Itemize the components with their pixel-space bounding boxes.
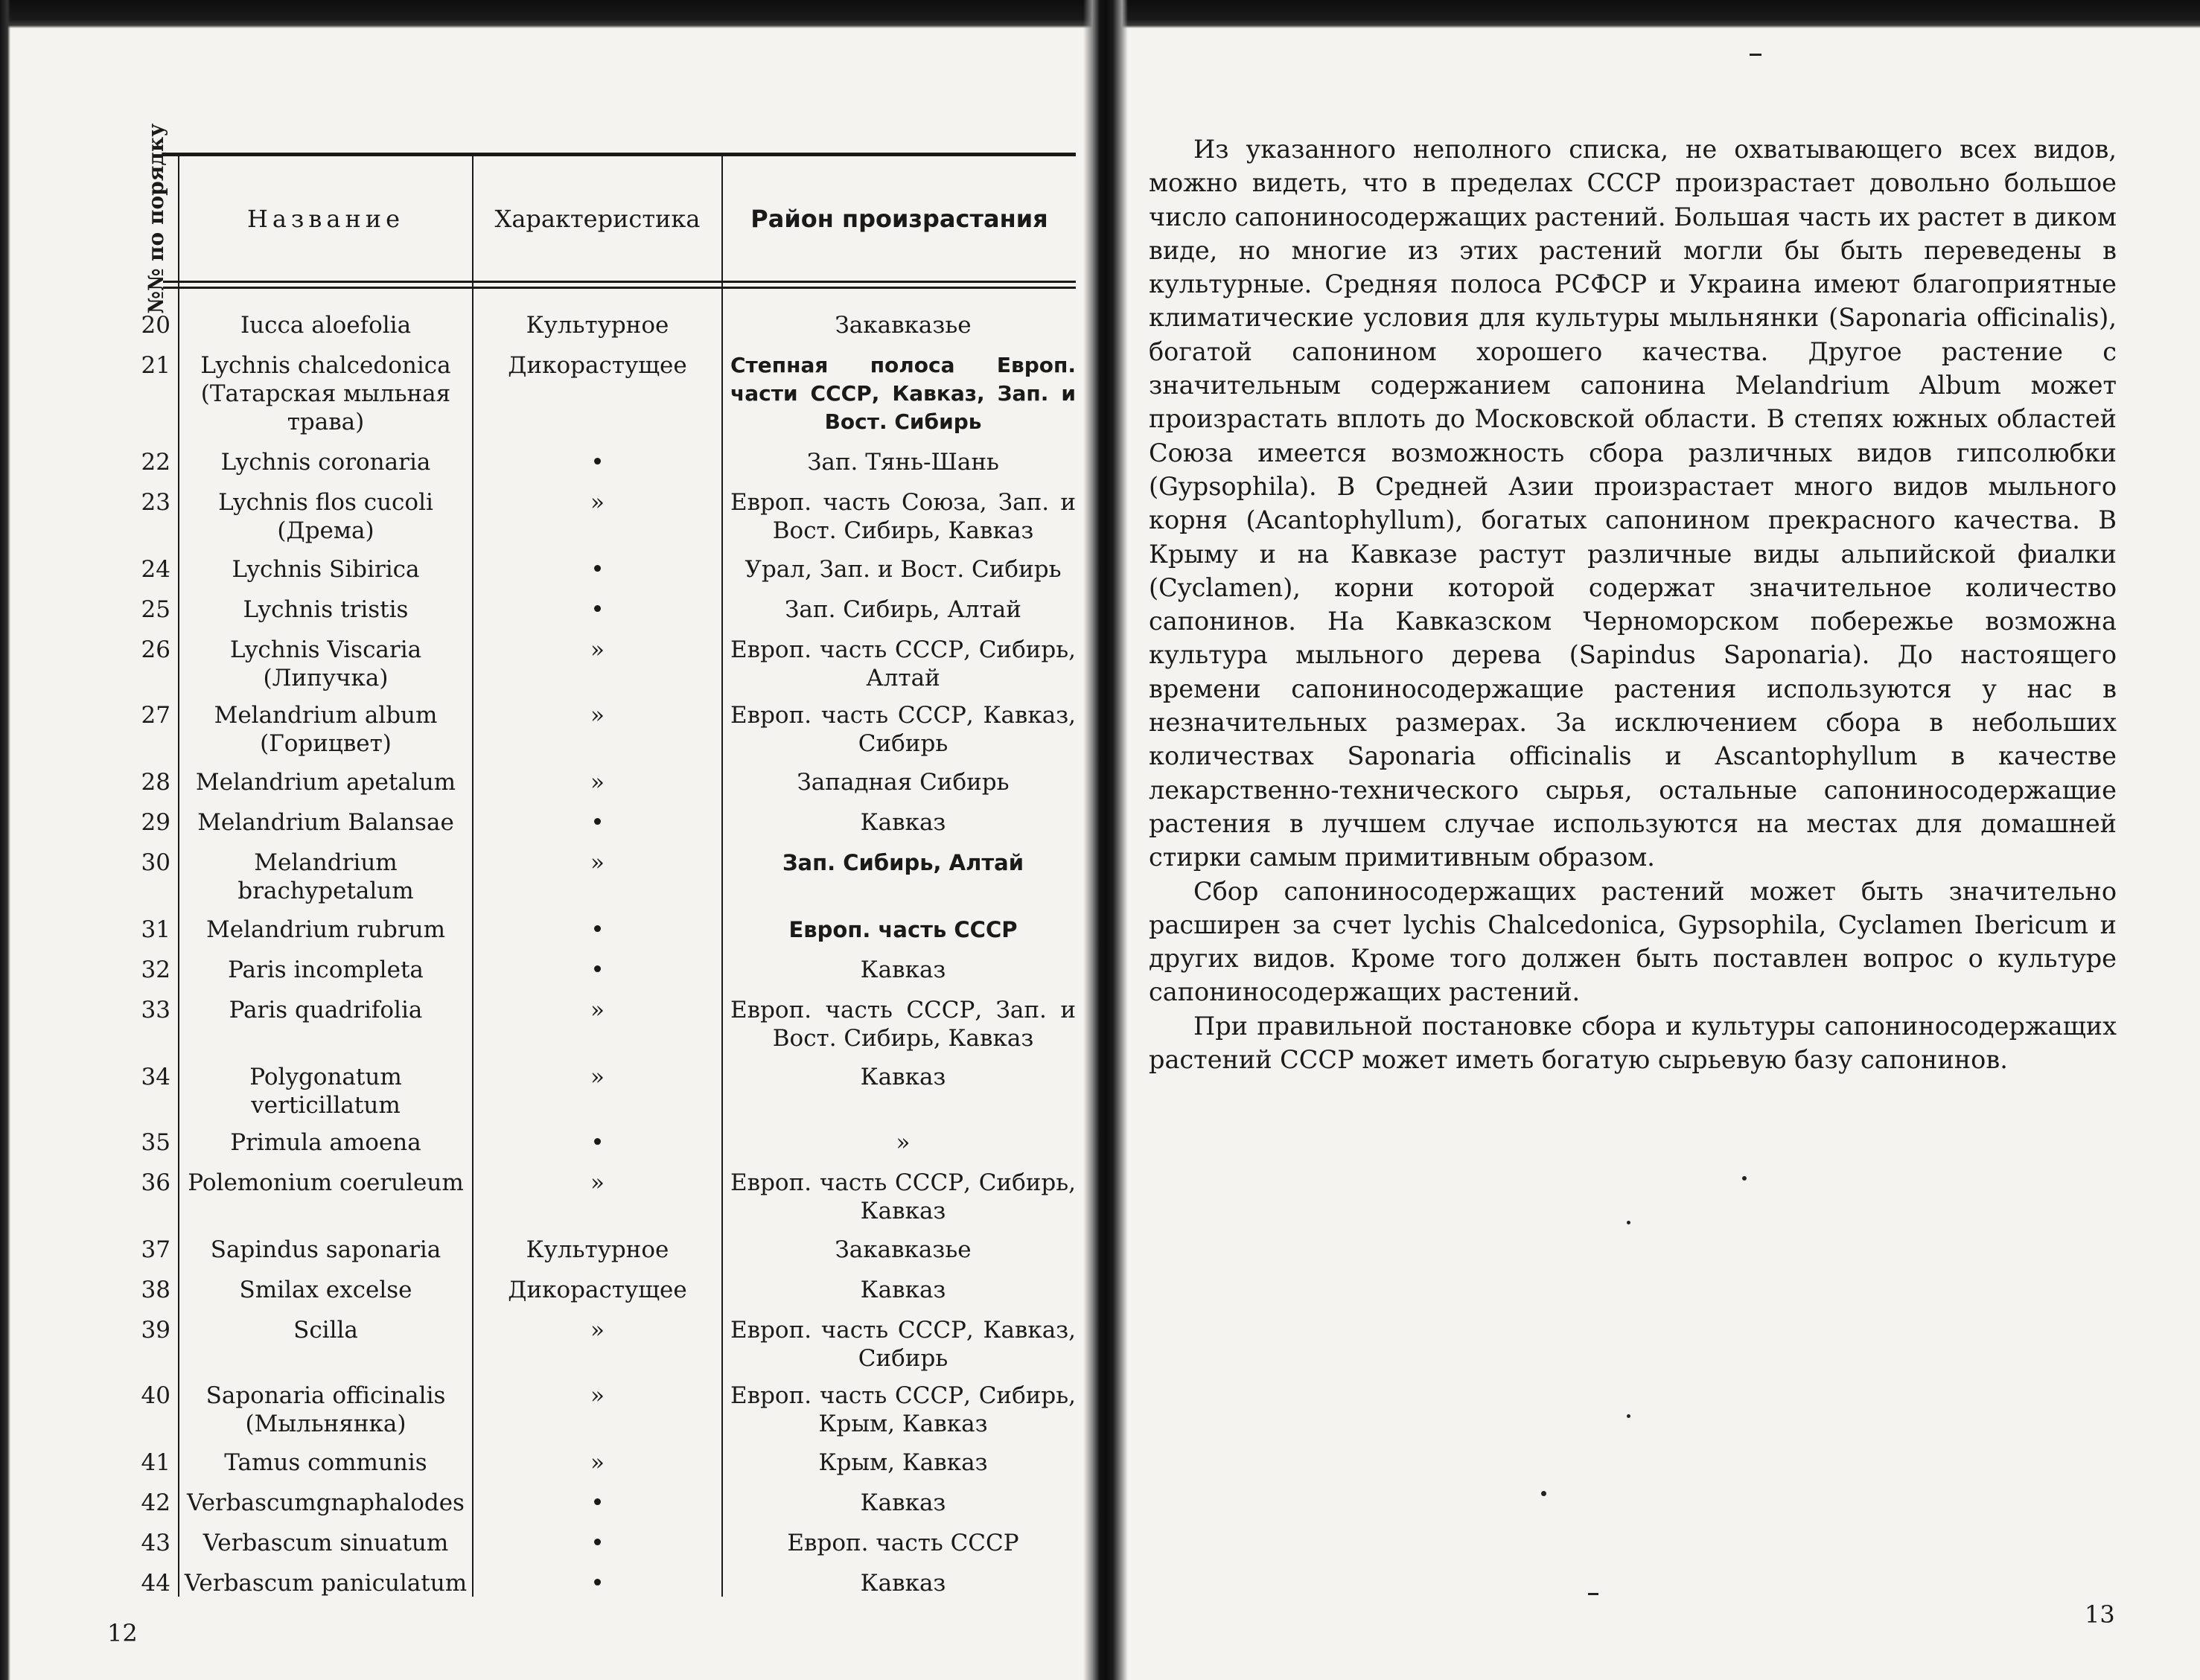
left-page — [10, 0, 1083, 1680]
scan-speck — [1541, 1491, 1546, 1496]
paragraph: При правильной постановке сбора и культуры сапониносодержащих растений СССР может иметь богатую сырьевую базу сапонинов. — [1149, 1011, 2117, 1075]
scan-speck — [1750, 54, 1761, 56]
page-number-left: 12 — [107, 1619, 138, 1647]
scan-speck — [1627, 1221, 1630, 1224]
scan-left-edge — [0, 0, 10, 1680]
plants-table: №№ по порядку Название Характеристика Район произрастания 20 Iucca aloefolia Культурное Закавказье 21 Lychnis chalcedonica (Татарская мыльная трава) Дикорастущее Степная полоса Европ. части СССР, Кавказ, Зап. и Вост. Сибирь 22 Lychnis coronaria • Зап. Тянь-Шань 23 Lychnis flos cucoli (Дрема) » Европ. часть Союза, Зап. и Вост. Сибирь, Кавказ 24 Lychnis Sibirica • Урал, Зап. и Вост. Сибирь 25 Lychnis tristis • Зап. Сибирь, Алтай 26 Lychnis Viscaria (Липучка) » Европ. часть СССР, Сибирь, Алтай 27 Melandrium album (Горицвет) » Европ. часть СССР, Кавказ, Сибирь 28 Melandrium apetalum » Западная Сибирь 29 Melandrium Balansae • Кавказ 30 Melandrium brachypetalum » Зап. Сибирь, Алтай 31 Melandrium rubrum • Европ. часть СССР 32 Paris incompleta • Кавказ 33 Paris quadrifolia » Европ. часть СССР, Зап. и Вост. Сибирь, Кавказ 34 Polygonatum verticillatum » Кавказ 35 Primula amoena • » 36 Polemonium coeruleum » Европ. часть СССР, Сибирь, Кавказ 37 Sapindus saponaria Культурное Закавказье 38 Smilax excelse Дикорастущее Кавказ 39 Scilla » Европ. часть СССР, Кавказ, Сибирь 40 Saponaria officinalis (Мыльнянка) » Европ. часть СССР, Сибирь, Крым, Кавказ 41 Tamus communis » Крым, Кавказ 42 Verbascumgnaphalodes • Кавказ 43 Verbascum sinuatum • Европ. часть СССР 44 Verbascum paniculatum • Кавказ — [163, 153, 1076, 1597]
header-characteristic: Характеристика — [494, 204, 701, 233]
column-divider — [721, 153, 723, 1597]
table-header-rule-double — [163, 287, 1076, 289]
paragraph: Из указанного неполного списка, не охватывающего всех видов, можно видеть, что в пределах СССР произрастает довольно большое число сапониносодержащих растений. Большая часть их растет в диком виде, но многие из этих растений могли бы быть переведены в культурные. Средняя полоса РСФСР и Украина имеют благоприятные климатические условия для культуры мыльнянки (Saponaria officinalis), богатой сапонином хорошего качества. Другое растение с значительным содержанием сапонина Melandrium Album может произрастать вплоть до Московской области. В степях южных областей Союза имеется возможность сбора различных видов гипсолюбки (Gypsophila). В Средней Азии произрастает много видов мыльного корня (Acantophyllum), богатых сапонином прекрасного качества. В Крыму и на Кавказе растут различные виды альпийской фиалки (Cyclamen), корни которой содержат значительное количество сапонинов. На Кавказском Черноморском побережье возможна культура мыльного дерева (Sapindus Saponaria). До настоящего времени сапониносодержащие растения используются у нас в незначительных размерах. За исключением сбора в небольших количествах Saponaria officinalis и Ascantophyllum в качестве лекарственно-технического сырья, остальные сапониносодержащие растения в лучшем случае используются на местах для домашней стирки самым примитивным образом. — [1149, 135, 2117, 872]
header-area: Район произрастания — [750, 204, 1048, 233]
scan-speck — [1742, 1176, 1747, 1181]
scan-speck — [1588, 1593, 1598, 1595]
scan-speck — [1627, 1414, 1630, 1418]
header-name: Название — [246, 204, 405, 233]
header-number: №№ по порядку — [144, 123, 169, 314]
book-gutter — [1083, 0, 1128, 1680]
paragraph: Сбор сапониносодержащих растений может быть значительно расширен за счет lychis Chalcedonica, Gypsophila, Cyclamen Ibericum и других видов. Кроме того должен быть поставлен вопрос о культуре сапониносодержащих растений. — [1149, 876, 2117, 1007]
table-header-rule — [163, 281, 1076, 283]
right-page — [1128, 0, 2200, 1680]
page-number-right: 13 — [2085, 1600, 2115, 1629]
body-text — [1149, 132, 2117, 1076]
